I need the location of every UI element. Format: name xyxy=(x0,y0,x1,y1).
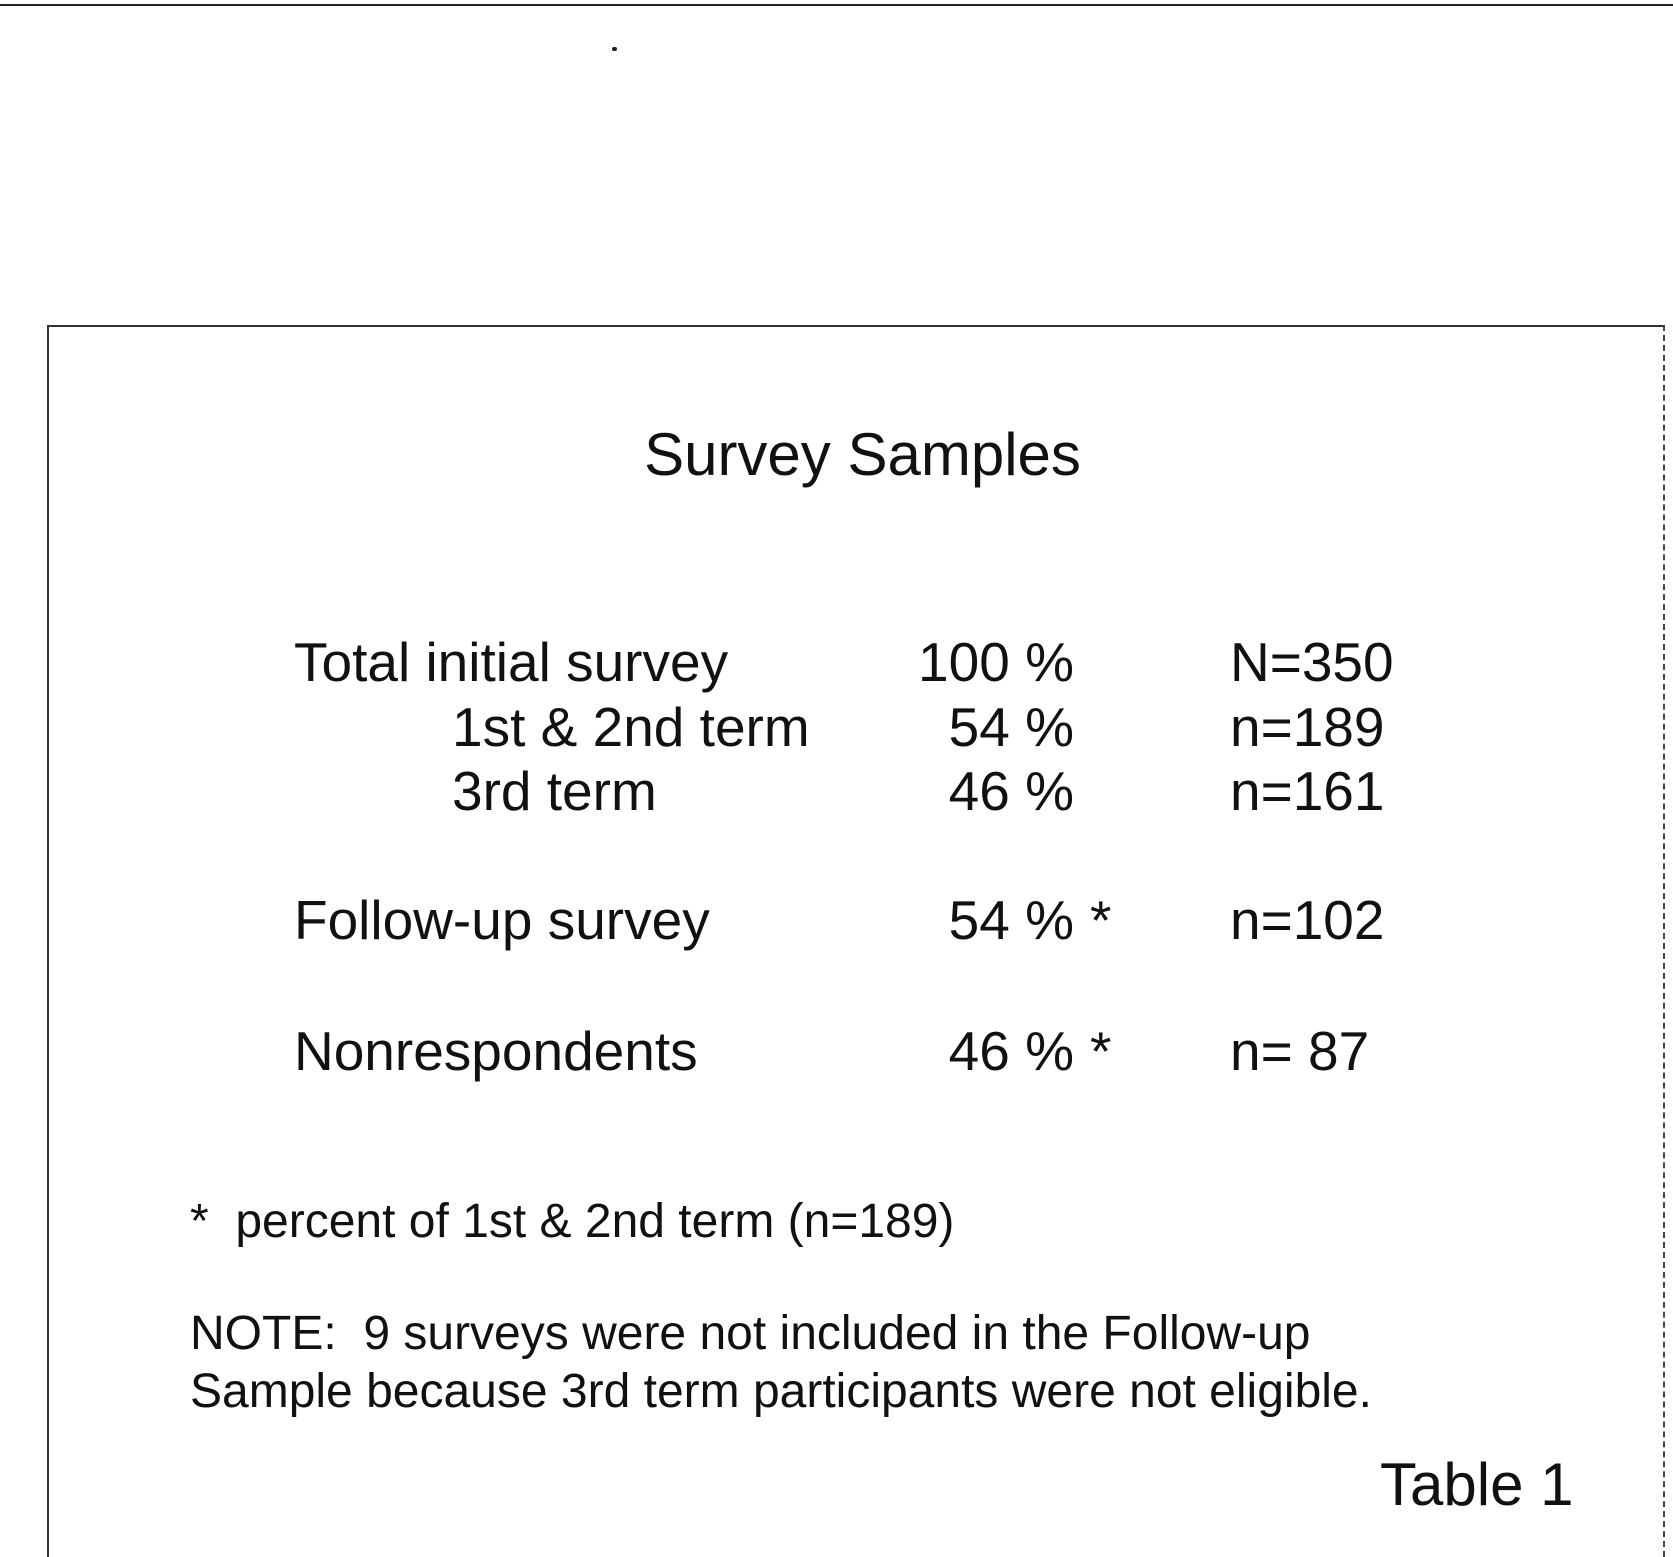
row-count: n=102 xyxy=(1230,889,1385,951)
row-count: n=161 xyxy=(1230,760,1385,822)
footnote: * percent of 1st & 2nd term (n=189) xyxy=(190,1195,955,1248)
top-border-line xyxy=(0,4,1673,6)
row-label: 1st & 2nd term xyxy=(452,696,810,758)
row-count: n= 87 xyxy=(1230,1020,1370,1082)
row-percent: 46 % xyxy=(948,760,1074,822)
row-percent: 54 % xyxy=(948,696,1074,758)
note-line-1: NOTE: 9 surveys were not included in the Follow-up xyxy=(190,1307,1311,1360)
footnote-marker: * xyxy=(1090,1020,1112,1082)
footnote-marker: * xyxy=(1090,889,1112,951)
row-label: Total initial survey xyxy=(294,631,729,693)
row-label: Follow-up survey xyxy=(294,889,710,951)
table-number-label: Table 1 xyxy=(1380,1451,1574,1518)
row-percent: 100 % xyxy=(918,631,1074,693)
table-title: Survey Samples xyxy=(644,421,1081,488)
row-percent: 46 % xyxy=(948,1020,1074,1082)
speck xyxy=(612,47,617,51)
row-percent: 54 % xyxy=(948,889,1074,951)
note-line-2: Sample because 3rd term participants were not eligible. xyxy=(190,1365,1372,1418)
row-count: n=189 xyxy=(1230,696,1385,758)
row-count: N=350 xyxy=(1230,631,1394,693)
row-label: Nonrespondents xyxy=(294,1020,698,1082)
row-label: 3rd term xyxy=(452,760,657,822)
